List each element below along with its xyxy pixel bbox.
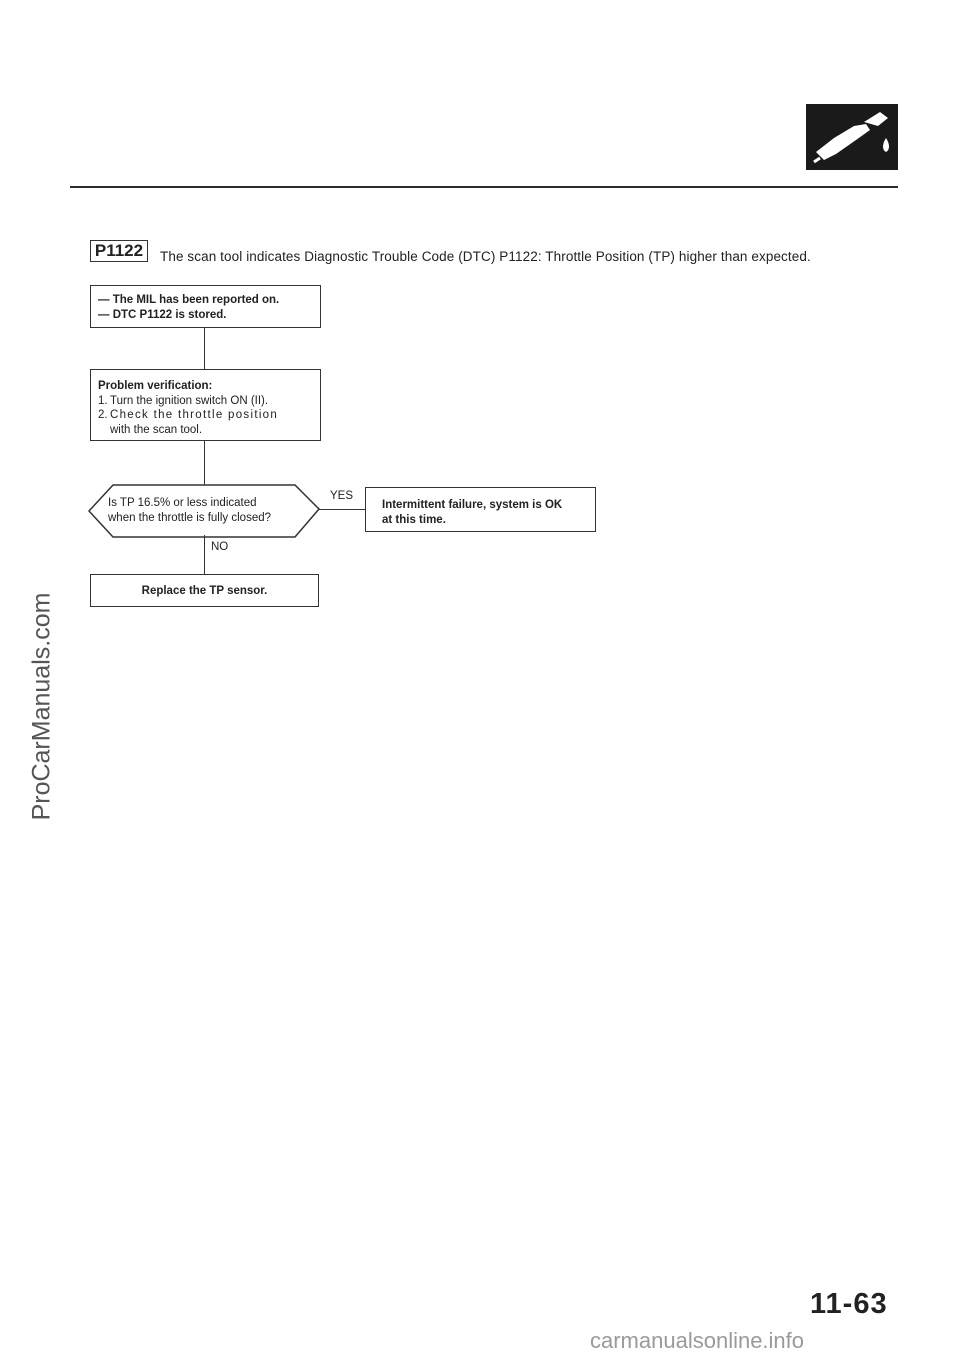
decision-line-1: Is TP 16.5% or less indicated	[108, 497, 257, 509]
verification-title: Problem verification:	[98, 380, 213, 392]
yes-connector	[319, 509, 365, 510]
header-rule	[70, 186, 898, 188]
start-line-2: — DTC P1122 is stored.	[98, 308, 227, 321]
connector-1	[204, 328, 205, 369]
verification-continuation: with the scan tool.	[110, 423, 203, 436]
page-number: 11-63	[810, 1288, 888, 1320]
no-label: NO	[211, 541, 229, 553]
connector-2	[204, 441, 205, 485]
no-result-box: Replace the TP sensor.	[90, 574, 319, 607]
yes-label: YES	[330, 490, 354, 502]
start-line-1: — The MIL has been reported on.	[98, 294, 280, 306]
decision-line-2: when the throttle is fully closed?	[108, 511, 272, 524]
yes-result-line-2: at this time.	[382, 513, 446, 526]
verification-box	[90, 369, 321, 441]
verification-step-2: 2. Check the throttle position	[98, 409, 279, 421]
yes-result-line-1: Intermittent failure, system is OK	[382, 499, 563, 511]
side-watermark-text: ProCarManuals.com	[27, 592, 56, 820]
fuel-and-emissions-icon	[806, 104, 898, 170]
verification-step-1: 1. Turn the ignition switch ON (II).	[98, 394, 269, 407]
dtc-code-badge: P1122	[90, 240, 148, 262]
bottom-watermark: carmanualsonline.info	[590, 1328, 805, 1353]
decision-question	[108, 496, 271, 525]
yes-result-box	[365, 487, 596, 532]
connector-no	[204, 535, 205, 574]
side-watermark	[25, 560, 59, 852]
dtc-description: The scan tool indicates Diagnostic Trouble Code (DTC) P1122: Throttle Position (TP) higher than expected.	[160, 249, 811, 264]
start-box	[90, 285, 321, 328]
